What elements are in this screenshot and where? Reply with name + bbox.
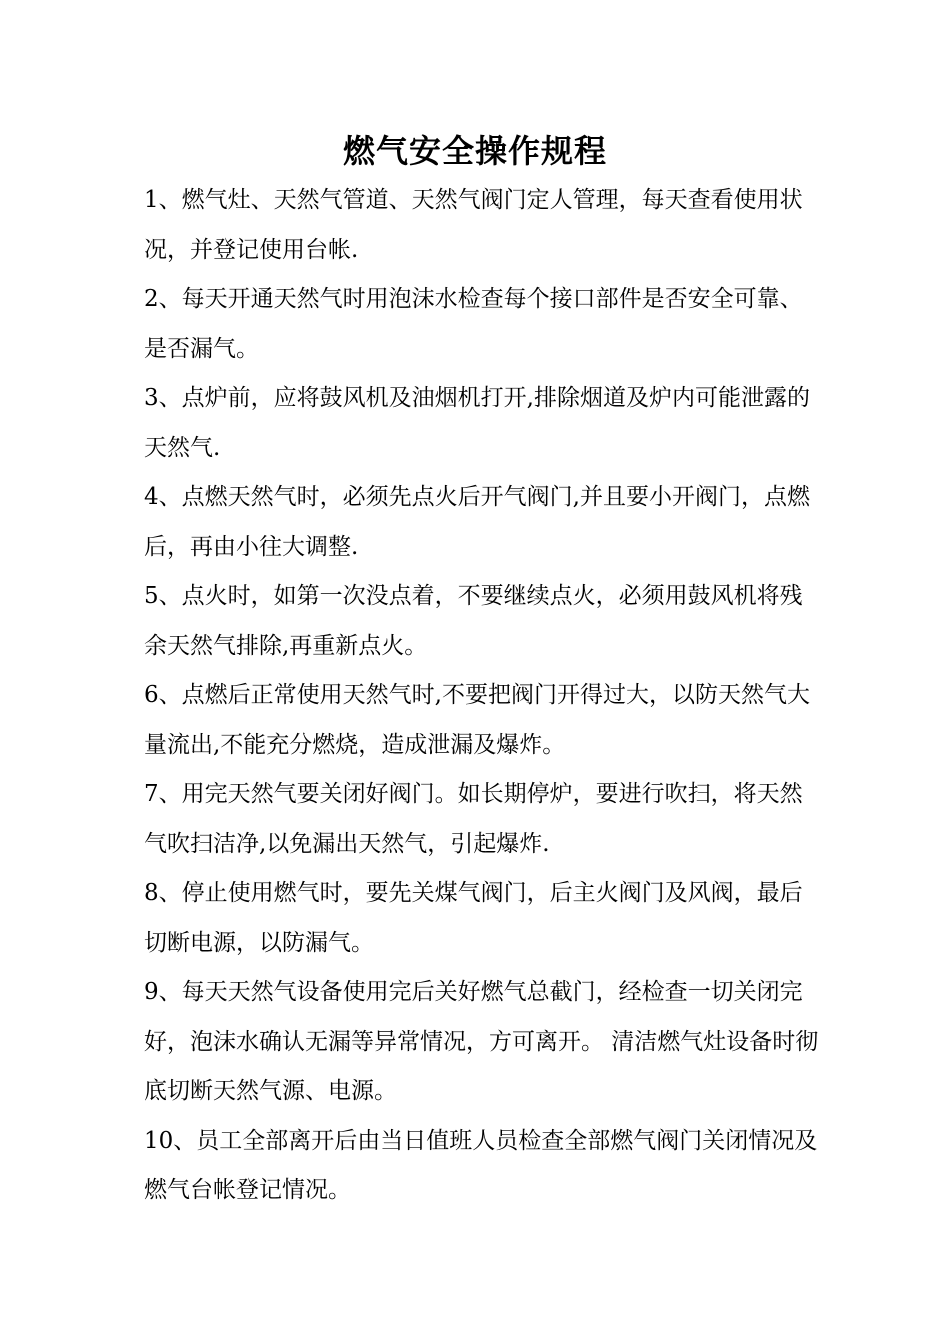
rule-item-10: 10、员工全部离开后由当日值班人员检查全部燃气阀门关闭情况及燃气台帐登记情况。	[144, 1127, 818, 1203]
rule-item-7: 7、用完天然气要关闭好阀门。如长期停炉，要进行吹扫，将天然气吹扫洁净,以免漏出天然气，引起爆炸.	[144, 781, 803, 857]
document-title: 燃气安全操作规程	[342, 132, 607, 170]
rule-item-5: 5、点火时，如第一次没点着，不要继续点火，必须用鼓风机将残余天然气排除,再重新点火。	[144, 583, 803, 659]
rules-list	[144, 176, 824, 1216]
rule-item-2: 2、每天开通天然气时用泡沫水检查每个接口部件是否安全可靠、是否漏气。	[144, 286, 803, 362]
rule-item-8: 8、停止使用燃气时，要先关煤气阀门，后主火阀门及风阀，最后切断电源，以防漏气。	[144, 880, 803, 956]
rule-item-1: 1、燃气灶、天然气管道、天然气阀门定人管理，每天查看使用状况，并登记使用台帐.	[144, 187, 803, 263]
rule-item-3: 3、点炉前，应将鼓风机及油烟机打开,排除烟道及炉内可能泄露的天然气.	[144, 385, 810, 461]
rule-item-6: 6、点燃后正常使用天然气时,不要把阀门开得过大，以防天然气大量流出,不能充分燃烧，造成泄漏及爆炸。	[144, 682, 810, 758]
rule-item-9: 9、每天天然气设备使用完后关好燃气总截门，经检查一切关闭完好，泡沫水确认无漏等异常情况，方可离开。 清洁燃气灶设备时彻底切断天然气源、电源。	[144, 979, 819, 1104]
rule-item-4: 4、点燃天然气时，必须先点火后开气阀门,并且要小开阀门，点燃后，再由小往大调整.	[144, 484, 810, 560]
